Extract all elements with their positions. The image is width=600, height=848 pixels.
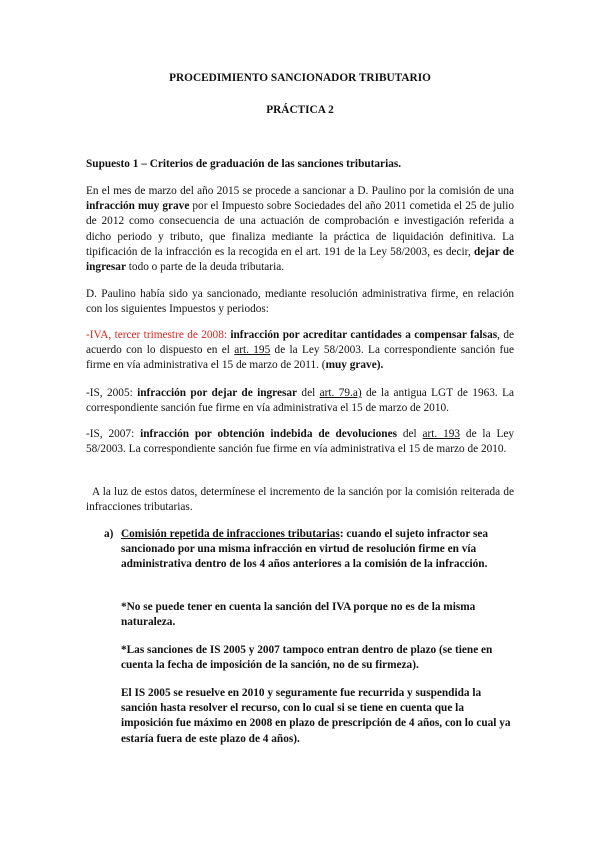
list-item-a: a) Comisión repetida de infracciones tributarias: cuando el sujeto infractor sea sancionado por una misma infracción en virtud de resolución firme en vía administrativa dentro de los 4 años anteriores a la comisión de la infracción. bbox=[104, 528, 489, 571]
paragraph-is-2005: -IS, 2005: infracción por dejar de ingresar del art. 79.a) de la antigua LGT de 1963. La correspondiente sanción fue firme en vía administrativa el 15 de marzo de 2010. bbox=[86, 387, 515, 415]
link-art-193: art. 193 bbox=[422, 428, 461, 440]
section-heading: Supuesto 1 – Criterios de graduación de las sanciones tributarias. bbox=[86, 158, 402, 170]
document-title: PROCEDIMIENTO SANCIONADOR TRIBUTARIO bbox=[169, 72, 431, 84]
paragraph-iva-2008: -IVA, tercer trimestre de 2008: infracción por acreditar cantidades a compensar falsas, de acuerdo con lo dispuesto en el art. 195 de la Ley 58/2003. La correspondiente sanción fue firme en vía administrativa el 15 de marzo de 2011. (muy grave). bbox=[86, 329, 514, 372]
paragraph-question: A la luz de estos datos, determínese el incremento de la sanción por la comisión reiterada de infracciones tributarias. bbox=[86, 486, 514, 514]
bold-infraccion-muy-grave: infracción muy grave bbox=[86, 200, 190, 213]
underlined-term: Comisión repetida de infracciones tributarias bbox=[121, 528, 340, 540]
link-art-195: art. 195 bbox=[234, 344, 271, 357]
paragraph-is-2007: -IS, 2007: infracción por obtención indebida de devoluciones del art. 193 de la Ley 58/2003. La correspondiente sanción fue firme en vía administrativa el 15 de marzo de 2010. bbox=[86, 428, 515, 456]
note-is-2005: El IS 2005 se resuelve en 2010 y seguramente fue recurrida y suspendida la sanción hasta resolver el recurso, con lo cual si se tiene en cuenta que la imposición fue máximo en 2008 en plazo de prescripción de 4 años, con lo cual ya estaría fuera de este plazo de 4 años). bbox=[121, 687, 511, 745]
note-is-plazo: *Las sanciones de IS 2005 y 2007 tampoco entran dentro de plazo (se tiene en cuenta la fecha de imposición de la sanción, no de su firmeza). bbox=[121, 644, 493, 672]
paragraph-previous-sanctions: D. Paulino había sido ya sancionado, mediante resolución administrativa firme, en relación con los siguientes Impuestos y periodos: bbox=[86, 288, 514, 316]
note-iva: *No se puede tener en cuenta la sanción del IVA porque no es de la misma naturaleza. bbox=[121, 601, 476, 629]
paragraph-case-description: En el mes de marzo del año 2015 se procede a sancionar a D. Paulino por la comisión de una infracción muy grave por el Impuesto sobre Sociedades del año 2011 cometida el 25 de julio de 2012 como consecuencia de una actuación de comprobación e investigación referida a dicho periodo y tributo, que finaliza mediante la práctica de liquidación definitiva. La tipificación de la infracción es la recogida en el art. 191 de la Ley 58/2003, es decir, dejar de ingresar todo o parte de la deuda tributaria. bbox=[86, 185, 514, 274]
document-subtitle: PRÁCTICA 2 bbox=[266, 104, 334, 116]
list-item-label: a) bbox=[104, 528, 114, 540]
link-art-79a: art. 79.a) bbox=[319, 387, 362, 399]
red-iva-period: -IVA, tercer trimestre de 2008: bbox=[86, 329, 227, 341]
bold-dejar-de-ingresar: dejar de ingresar bbox=[86, 245, 514, 274]
